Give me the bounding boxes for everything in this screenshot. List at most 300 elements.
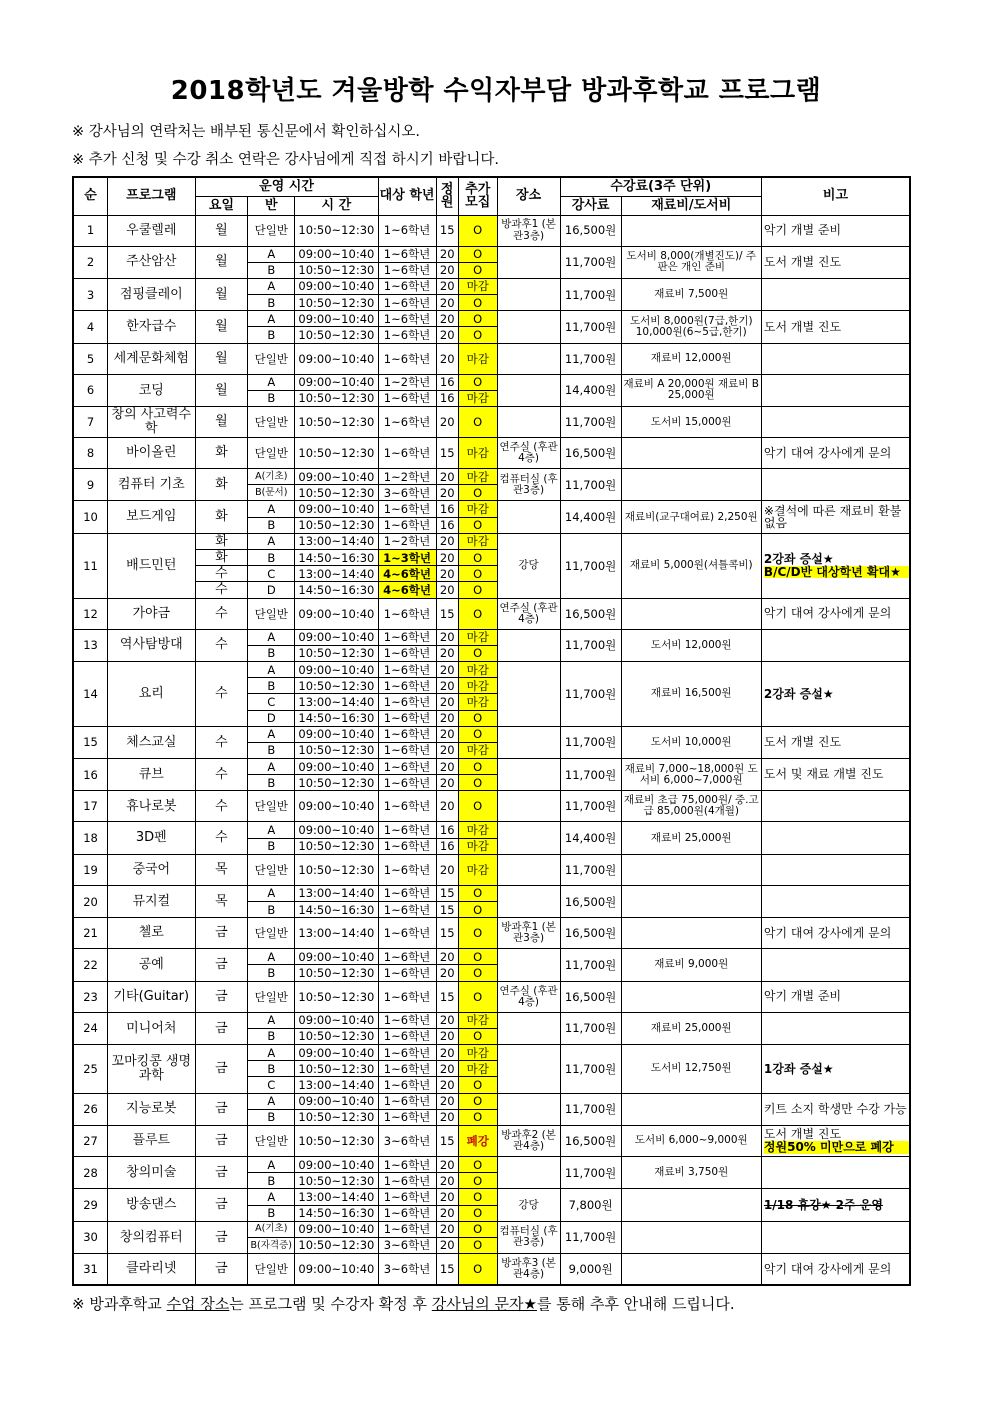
material-cell: 재료비 7,000~18,000원 도서비 6,000~7,000원 — [621, 759, 761, 791]
day-cell: 수 — [195, 759, 248, 791]
time-cell: 09:00~10:40 — [295, 949, 378, 965]
capacity-cell: 20 — [436, 791, 458, 822]
table-row — [73, 215, 910, 246]
remark-cell: ※결석에 따른 재료비 환불 없음 — [761, 501, 910, 533]
remark-cell — [761, 885, 910, 917]
day-cell: 수 — [195, 661, 248, 726]
grade-cell: 1~6학년 — [378, 262, 436, 278]
recruit-cell: 마감 — [458, 390, 497, 406]
row-number: 7 — [73, 407, 108, 438]
program-name: 주산암산 — [108, 246, 195, 278]
capacity-cell: 20 — [436, 1237, 458, 1253]
remark-cell: 악기 개별 준비 — [761, 981, 910, 1012]
time-cell: 10:50~12:30 — [295, 215, 378, 246]
tuition-cell: 11,700원 — [560, 1012, 621, 1044]
grade-cell: 1~6학년 — [378, 1156, 436, 1172]
header-fee: 수강료(3주 단위) — [560, 177, 761, 196]
capacity-cell: 15 — [436, 902, 458, 918]
class-cell: B — [248, 1061, 295, 1077]
grade-cell: 3~6학년 — [378, 1254, 436, 1285]
time-cell: 10:50~12:30 — [295, 1028, 378, 1044]
tuition-cell: 16,500원 — [560, 1125, 621, 1156]
capacity-cell: 20 — [436, 742, 458, 758]
time-cell: 14:50~16:30 — [295, 902, 378, 918]
table-row — [73, 1189, 910, 1205]
grade-cell: 1~6학년 — [378, 278, 436, 294]
grade-cell: 1~2학년 — [378, 469, 436, 485]
time-cell: 10:50~12:30 — [295, 1109, 378, 1125]
recruit-cell: O — [458, 311, 497, 327]
tuition-cell: 11,700원 — [560, 246, 621, 278]
class-cell: A — [248, 1093, 295, 1109]
time-cell: 09:00~10:40 — [295, 1254, 378, 1285]
place-cell — [497, 343, 560, 374]
material-cell: 도서비 15,000원 — [621, 407, 761, 438]
day-cell: 수 — [195, 566, 248, 582]
capacity-cell: 20 — [436, 965, 458, 981]
grade-cell: 1~6학년 — [378, 598, 436, 629]
time-cell: 09:00~10:40 — [295, 469, 378, 485]
time-cell: 10:50~12:30 — [295, 1125, 378, 1156]
place-cell — [497, 501, 560, 533]
place-cell: 컴퓨터실 (후관3층) — [497, 469, 560, 501]
capacity-cell: 20 — [436, 759, 458, 775]
footer-place: 수업 장소 — [166, 1295, 230, 1313]
place-cell — [497, 885, 560, 917]
day-cell: 화 — [195, 550, 248, 566]
time-cell: 10:50~12:30 — [295, 262, 378, 278]
recruit-cell: O — [458, 710, 497, 726]
remark-cell: 1/18 휴강★ 2주 운영 — [761, 1189, 910, 1221]
tuition-cell: 16,500원 — [560, 438, 621, 469]
recruit-cell: O — [458, 918, 497, 949]
program-name: 창의컴퓨터 — [108, 1221, 195, 1253]
footer-note — [72, 1293, 735, 1314]
header-time: 시 간 — [295, 196, 378, 215]
capacity-cell: 20 — [436, 246, 458, 262]
day-cell: 화 — [195, 501, 248, 533]
class-cell: A — [248, 726, 295, 742]
remark-line-1: 2강좌 증설★ — [763, 552, 834, 567]
tuition-cell: 14,400원 — [560, 501, 621, 533]
place-cell: 연주실 (후관4층) — [497, 598, 560, 629]
day-cell: 금 — [195, 981, 248, 1012]
time-cell: 10:50~12:30 — [295, 838, 378, 854]
capacity-cell: 20 — [436, 1205, 458, 1221]
day-cell: 수 — [195, 822, 248, 854]
footer-text-1: ※ 방과후학교 — [72, 1295, 167, 1313]
row-number: 3 — [73, 278, 108, 310]
program-name: 한자급수 — [108, 311, 195, 343]
row-number: 13 — [73, 629, 108, 661]
program-name: 우쿨렐레 — [108, 215, 195, 246]
tuition-cell: 16,500원 — [560, 215, 621, 246]
place-cell — [497, 374, 560, 406]
recruit-cell: O — [458, 1254, 497, 1285]
grade-cell: 1~6학년 — [378, 694, 436, 710]
place-cell — [497, 407, 560, 438]
time-cell: 10:50~12:30 — [295, 678, 378, 694]
capacity-cell: 20 — [436, 278, 458, 294]
tuition-cell: 11,700원 — [560, 726, 621, 758]
day-cell: 수 — [195, 582, 248, 598]
recruit-cell: O — [458, 598, 497, 629]
time-cell: 09:00~10:40 — [295, 1012, 378, 1028]
row-number: 12 — [73, 598, 108, 629]
time-cell: 09:00~10:40 — [295, 1093, 378, 1109]
program-name: 뮤지컬 — [108, 885, 195, 917]
program-name: 3D펜 — [108, 822, 195, 854]
tuition-cell: 9,000원 — [560, 1254, 621, 1285]
class-cell: A — [248, 1045, 295, 1061]
class-cell: A — [248, 661, 295, 677]
grade-cell: 1~6학년 — [378, 343, 436, 374]
grade-cell: 1~6학년 — [378, 1221, 436, 1237]
class-cell: A — [248, 1012, 295, 1028]
capacity-cell: 20 — [436, 1173, 458, 1189]
grade-cell: 1~6학년 — [378, 965, 436, 981]
material-cell — [621, 598, 761, 629]
place-cell — [497, 759, 560, 791]
class-cell: A — [248, 822, 295, 838]
recruit-cell: 마감 — [458, 629, 497, 645]
recruit-cell: O — [458, 981, 497, 1012]
table-row — [73, 1093, 910, 1109]
grade-cell: 1~2학년 — [378, 374, 436, 390]
day-cell: 화 — [195, 533, 248, 549]
program-name: 코딩 — [108, 374, 195, 406]
row-number: 9 — [73, 469, 108, 501]
tuition-cell: 16,500원 — [560, 885, 621, 917]
grade-cell: 1~6학년 — [378, 215, 436, 246]
class-cell: A — [248, 759, 295, 775]
program-name: 역사탐방대 — [108, 629, 195, 661]
row-number: 14 — [73, 661, 108, 726]
material-cell: 도서비 8,000원(7급,한기) 10,000원(6~5급,한기) — [621, 311, 761, 343]
material-cell: 도서비 12,000원 — [621, 629, 761, 661]
grade-cell: 3~6학년 — [378, 1237, 436, 1253]
material-cell: 재료비 25,000원 — [621, 822, 761, 854]
table-row — [73, 469, 910, 485]
capacity-cell: 16 — [436, 501, 458, 517]
capacity-cell: 20 — [436, 710, 458, 726]
remark-cell: 악기 개별 준비 — [761, 215, 910, 246]
grade-cell: 1~6학년 — [378, 629, 436, 645]
tuition-cell: 14,400원 — [560, 374, 621, 406]
day-cell: 금 — [195, 949, 248, 981]
grade-cell: 1~6학년 — [378, 517, 436, 533]
remark-cell — [761, 822, 910, 854]
program-name: 큐브 — [108, 759, 195, 791]
time-cell: 10:50~12:30 — [295, 485, 378, 501]
time-cell: 10:50~12:30 — [295, 390, 378, 406]
row-number: 8 — [73, 438, 108, 469]
remark-cell — [761, 1125, 910, 1156]
recruit-cell: 폐강 — [458, 1125, 497, 1156]
row-number: 23 — [73, 981, 108, 1012]
capacity-cell: 20 — [436, 661, 458, 677]
grade-cell: 1~2학년 — [378, 533, 436, 549]
table-row — [73, 629, 910, 645]
material-cell: 재료비(교구대여료) 2,250원 — [621, 501, 761, 533]
header-recruit: 추가 모집 — [458, 177, 497, 215]
grade-cell: 1~6학년 — [378, 918, 436, 949]
time-cell: 10:50~12:30 — [295, 854, 378, 885]
remark-line-2: 정원50% 미만으로 폐강 — [764, 1141, 909, 1154]
table-row — [73, 1254, 910, 1285]
material-cell — [621, 1093, 761, 1125]
recruit-cell: O — [458, 775, 497, 791]
table-row — [73, 246, 910, 262]
day-cell: 금 — [195, 1156, 248, 1188]
tuition-cell: 11,700원 — [560, 469, 621, 501]
remark-cell: 도서 개별 진도 — [761, 311, 910, 343]
table-row — [73, 374, 910, 390]
footer-text-3: 를 통해 추후 안내해 드립니다. — [536, 1295, 735, 1313]
remark-cell — [761, 533, 910, 598]
tuition-cell: 11,700원 — [560, 407, 621, 438]
row-number: 25 — [73, 1045, 108, 1094]
class-cell: 단일반 — [248, 791, 295, 822]
recruit-cell: O — [458, 1109, 497, 1125]
recruit-cell: 마감 — [458, 694, 497, 710]
time-cell: 10:50~12:30 — [295, 1237, 378, 1253]
grade-cell: 1~6학년 — [378, 246, 436, 262]
material-cell: 도서비 8,000(개별진도)/ 주판은 개인 준비 — [621, 246, 761, 278]
day-cell: 월 — [195, 246, 248, 278]
header-no: 순 — [73, 177, 108, 215]
place-cell: 강당 — [497, 533, 560, 598]
grade-cell: 1~6학년 — [378, 678, 436, 694]
class-cell: B — [248, 678, 295, 694]
table-row — [73, 981, 910, 1012]
footer-text-2: 는 프로그램 및 수강자 확정 후 — [229, 1295, 432, 1313]
recruit-cell: O — [458, 582, 497, 598]
capacity-cell: 20 — [436, 1061, 458, 1077]
header-place: 장소 — [497, 177, 560, 215]
capacity-cell: 20 — [436, 550, 458, 566]
class-cell: B — [248, 1205, 295, 1221]
place-cell: 강당 — [497, 1189, 560, 1221]
capacity-cell: 20 — [436, 1012, 458, 1028]
time-cell: 10:50~12:30 — [295, 1061, 378, 1077]
notice-contact: ※ 강사님의 연락처는 배부된 통신문에서 확인하십시오. — [72, 124, 420, 140]
place-cell: 방과후1 (본관3층) — [497, 215, 560, 246]
remark-cell — [761, 1156, 910, 1188]
day-cell: 월 — [195, 311, 248, 343]
program-name: 체스교실 — [108, 726, 195, 758]
class-cell: A — [248, 501, 295, 517]
program-name: 컴퓨터 기초 — [108, 469, 195, 501]
day-cell: 목 — [195, 854, 248, 885]
page-title: 2018학년도 겨울방학 수익자부담 방과후학교 프로그램 — [170, 76, 822, 106]
remark-cell: 악기 대여 강사에게 문의 — [761, 918, 910, 949]
table-row — [73, 278, 910, 294]
remark-cell: 도서 및 재료 개별 진도 — [761, 759, 910, 791]
row-number: 11 — [73, 533, 108, 598]
recruit-cell: O — [458, 374, 497, 390]
table-row — [73, 438, 910, 469]
row-number: 5 — [73, 343, 108, 374]
time-cell: 10:50~12:30 — [295, 1173, 378, 1189]
capacity-cell: 20 — [436, 775, 458, 791]
grade-cell: 1~6학년 — [378, 742, 436, 758]
program-name: 보드게임 — [108, 501, 195, 533]
table-row — [73, 598, 910, 629]
capacity-cell: 20 — [436, 311, 458, 327]
tuition-cell: 11,700원 — [560, 533, 621, 598]
grade-cell: 1~6학년 — [378, 710, 436, 726]
time-cell: 09:00~10:40 — [295, 1156, 378, 1172]
time-cell: 09:00~10:40 — [295, 501, 378, 517]
grade-cell: 1~6학년 — [378, 1028, 436, 1044]
tuition-cell: 11,700원 — [560, 854, 621, 885]
table-row — [73, 885, 910, 901]
class-cell: D — [248, 710, 295, 726]
class-cell: B — [248, 645, 295, 661]
capacity-cell: 15 — [436, 885, 458, 901]
time-cell: 09:00~10:40 — [295, 791, 378, 822]
time-cell: 10:50~12:30 — [295, 407, 378, 438]
remark-cell — [761, 407, 910, 438]
material-cell — [621, 885, 761, 917]
capacity-cell: 15 — [436, 438, 458, 469]
place-cell — [497, 311, 560, 343]
tuition-cell: 11,700원 — [560, 278, 621, 310]
class-cell: A — [248, 629, 295, 645]
class-cell: B — [248, 902, 295, 918]
class-cell: A — [248, 311, 295, 327]
table-row — [73, 661, 910, 677]
row-number: 10 — [73, 501, 108, 533]
class-cell: B — [248, 295, 295, 311]
recruit-cell: O — [458, 550, 497, 566]
material-cell: 재료비 7,500원 — [621, 278, 761, 310]
row-number: 24 — [73, 1012, 108, 1044]
header-day: 요일 — [195, 196, 248, 215]
day-cell: 월 — [195, 278, 248, 310]
table-row — [73, 533, 910, 549]
program-name: 휴나로봇 — [108, 791, 195, 822]
day-cell: 금 — [195, 1221, 248, 1253]
place-cell: 연주실 (후관4층) — [497, 981, 560, 1012]
grade-cell: 1~6학년 — [378, 1109, 436, 1125]
time-cell: 13:00~14:40 — [295, 885, 378, 901]
recruit-cell: 마감 — [458, 1012, 497, 1028]
recruit-cell: 마감 — [458, 838, 497, 854]
day-cell: 금 — [195, 1125, 248, 1156]
class-cell: C — [248, 694, 295, 710]
tuition-cell: 11,700원 — [560, 759, 621, 791]
remark-cell — [761, 949, 910, 981]
time-cell: 09:00~10:40 — [295, 822, 378, 838]
tuition-cell: 11,700원 — [560, 791, 621, 822]
place-cell: 컴퓨터실 (후관3층) — [497, 1221, 560, 1253]
recruit-cell: 마감 — [458, 742, 497, 758]
recruit-cell: 마감 — [458, 278, 497, 294]
row-number: 16 — [73, 759, 108, 791]
program-name: 첼로 — [108, 918, 195, 949]
recruit-cell: O — [458, 215, 497, 246]
table-row — [73, 1156, 910, 1172]
class-cell: B — [248, 775, 295, 791]
capacity-cell: 16 — [436, 822, 458, 838]
grade-cell: 1~6학년 — [378, 645, 436, 661]
time-cell: 13:00~14:40 — [295, 918, 378, 949]
remark-cell: 키트 소지 학생만 수강 가능 — [761, 1093, 910, 1125]
grade-cell: 1~6학년 — [378, 1173, 436, 1189]
time-cell: 10:50~12:30 — [295, 295, 378, 311]
time-cell: 09:00~10:40 — [295, 246, 378, 262]
capacity-cell: 15 — [436, 1125, 458, 1156]
time-cell: 09:00~10:40 — [295, 343, 378, 374]
class-cell: 단일반 — [248, 1254, 295, 1285]
capacity-cell: 20 — [436, 469, 458, 485]
tuition-cell: 7,800원 — [560, 1189, 621, 1221]
header-capacity: 정원 — [436, 177, 458, 215]
day-cell: 수 — [195, 726, 248, 758]
recruit-cell: O — [458, 791, 497, 822]
grade-cell: 1~6학년 — [378, 1061, 436, 1077]
capacity-cell: 20 — [436, 645, 458, 661]
remark-cell: 1강좌 증설★ — [761, 1045, 910, 1094]
place-cell: 연주실 (후관4층) — [497, 438, 560, 469]
class-cell: 단일반 — [248, 1125, 295, 1156]
header-grade: 대상 학년 — [378, 177, 436, 215]
row-number: 26 — [73, 1093, 108, 1125]
row-number: 27 — [73, 1125, 108, 1156]
grade-cell: 1~6학년 — [378, 390, 436, 406]
tuition-cell: 11,700원 — [560, 343, 621, 374]
grade-cell: 1~6학년 — [378, 854, 436, 885]
day-cell: 금 — [195, 1012, 248, 1044]
material-cell — [621, 215, 761, 246]
class-cell: B(자격증) — [248, 1237, 295, 1253]
remark-line-2: B/C/D반 대상학년 확대★ — [764, 566, 909, 579]
capacity-cell: 20 — [436, 327, 458, 343]
day-cell: 목 — [195, 885, 248, 917]
grade-cell: 1~6학년 — [378, 838, 436, 854]
table-row — [73, 343, 910, 374]
recruit-cell: 마감 — [458, 822, 497, 838]
remark-cell: 도서 개별 진도 — [761, 726, 910, 758]
class-cell: B — [248, 262, 295, 278]
grade-cell: 1~6학년 — [378, 885, 436, 901]
time-cell: 13:00~14:40 — [295, 694, 378, 710]
time-cell: 09:00~10:40 — [295, 1221, 378, 1237]
recruit-cell: O — [458, 1173, 497, 1189]
class-cell: B — [248, 1028, 295, 1044]
program-name: 창의미술 — [108, 1156, 195, 1188]
time-cell: 09:00~10:40 — [295, 661, 378, 677]
remark-cell — [761, 278, 910, 310]
grade-cell: 1~6학년 — [378, 822, 436, 838]
class-cell: 단일반 — [248, 918, 295, 949]
day-cell: 화 — [195, 469, 248, 501]
capacity-cell: 20 — [436, 678, 458, 694]
time-cell: 09:00~10:40 — [295, 726, 378, 742]
place-cell — [497, 1093, 560, 1125]
table-row — [73, 949, 910, 965]
recruit-cell: 마감 — [458, 661, 497, 677]
place-cell: 방과후1 (본관3층) — [497, 918, 560, 949]
class-cell: C — [248, 1077, 295, 1093]
capacity-cell: 20 — [436, 629, 458, 645]
grade-cell: 1~6학년 — [378, 1189, 436, 1205]
capacity-cell: 15 — [436, 981, 458, 1012]
time-cell: 09:00~10:40 — [295, 311, 378, 327]
grade-cell: 1~6학년 — [378, 1093, 436, 1109]
